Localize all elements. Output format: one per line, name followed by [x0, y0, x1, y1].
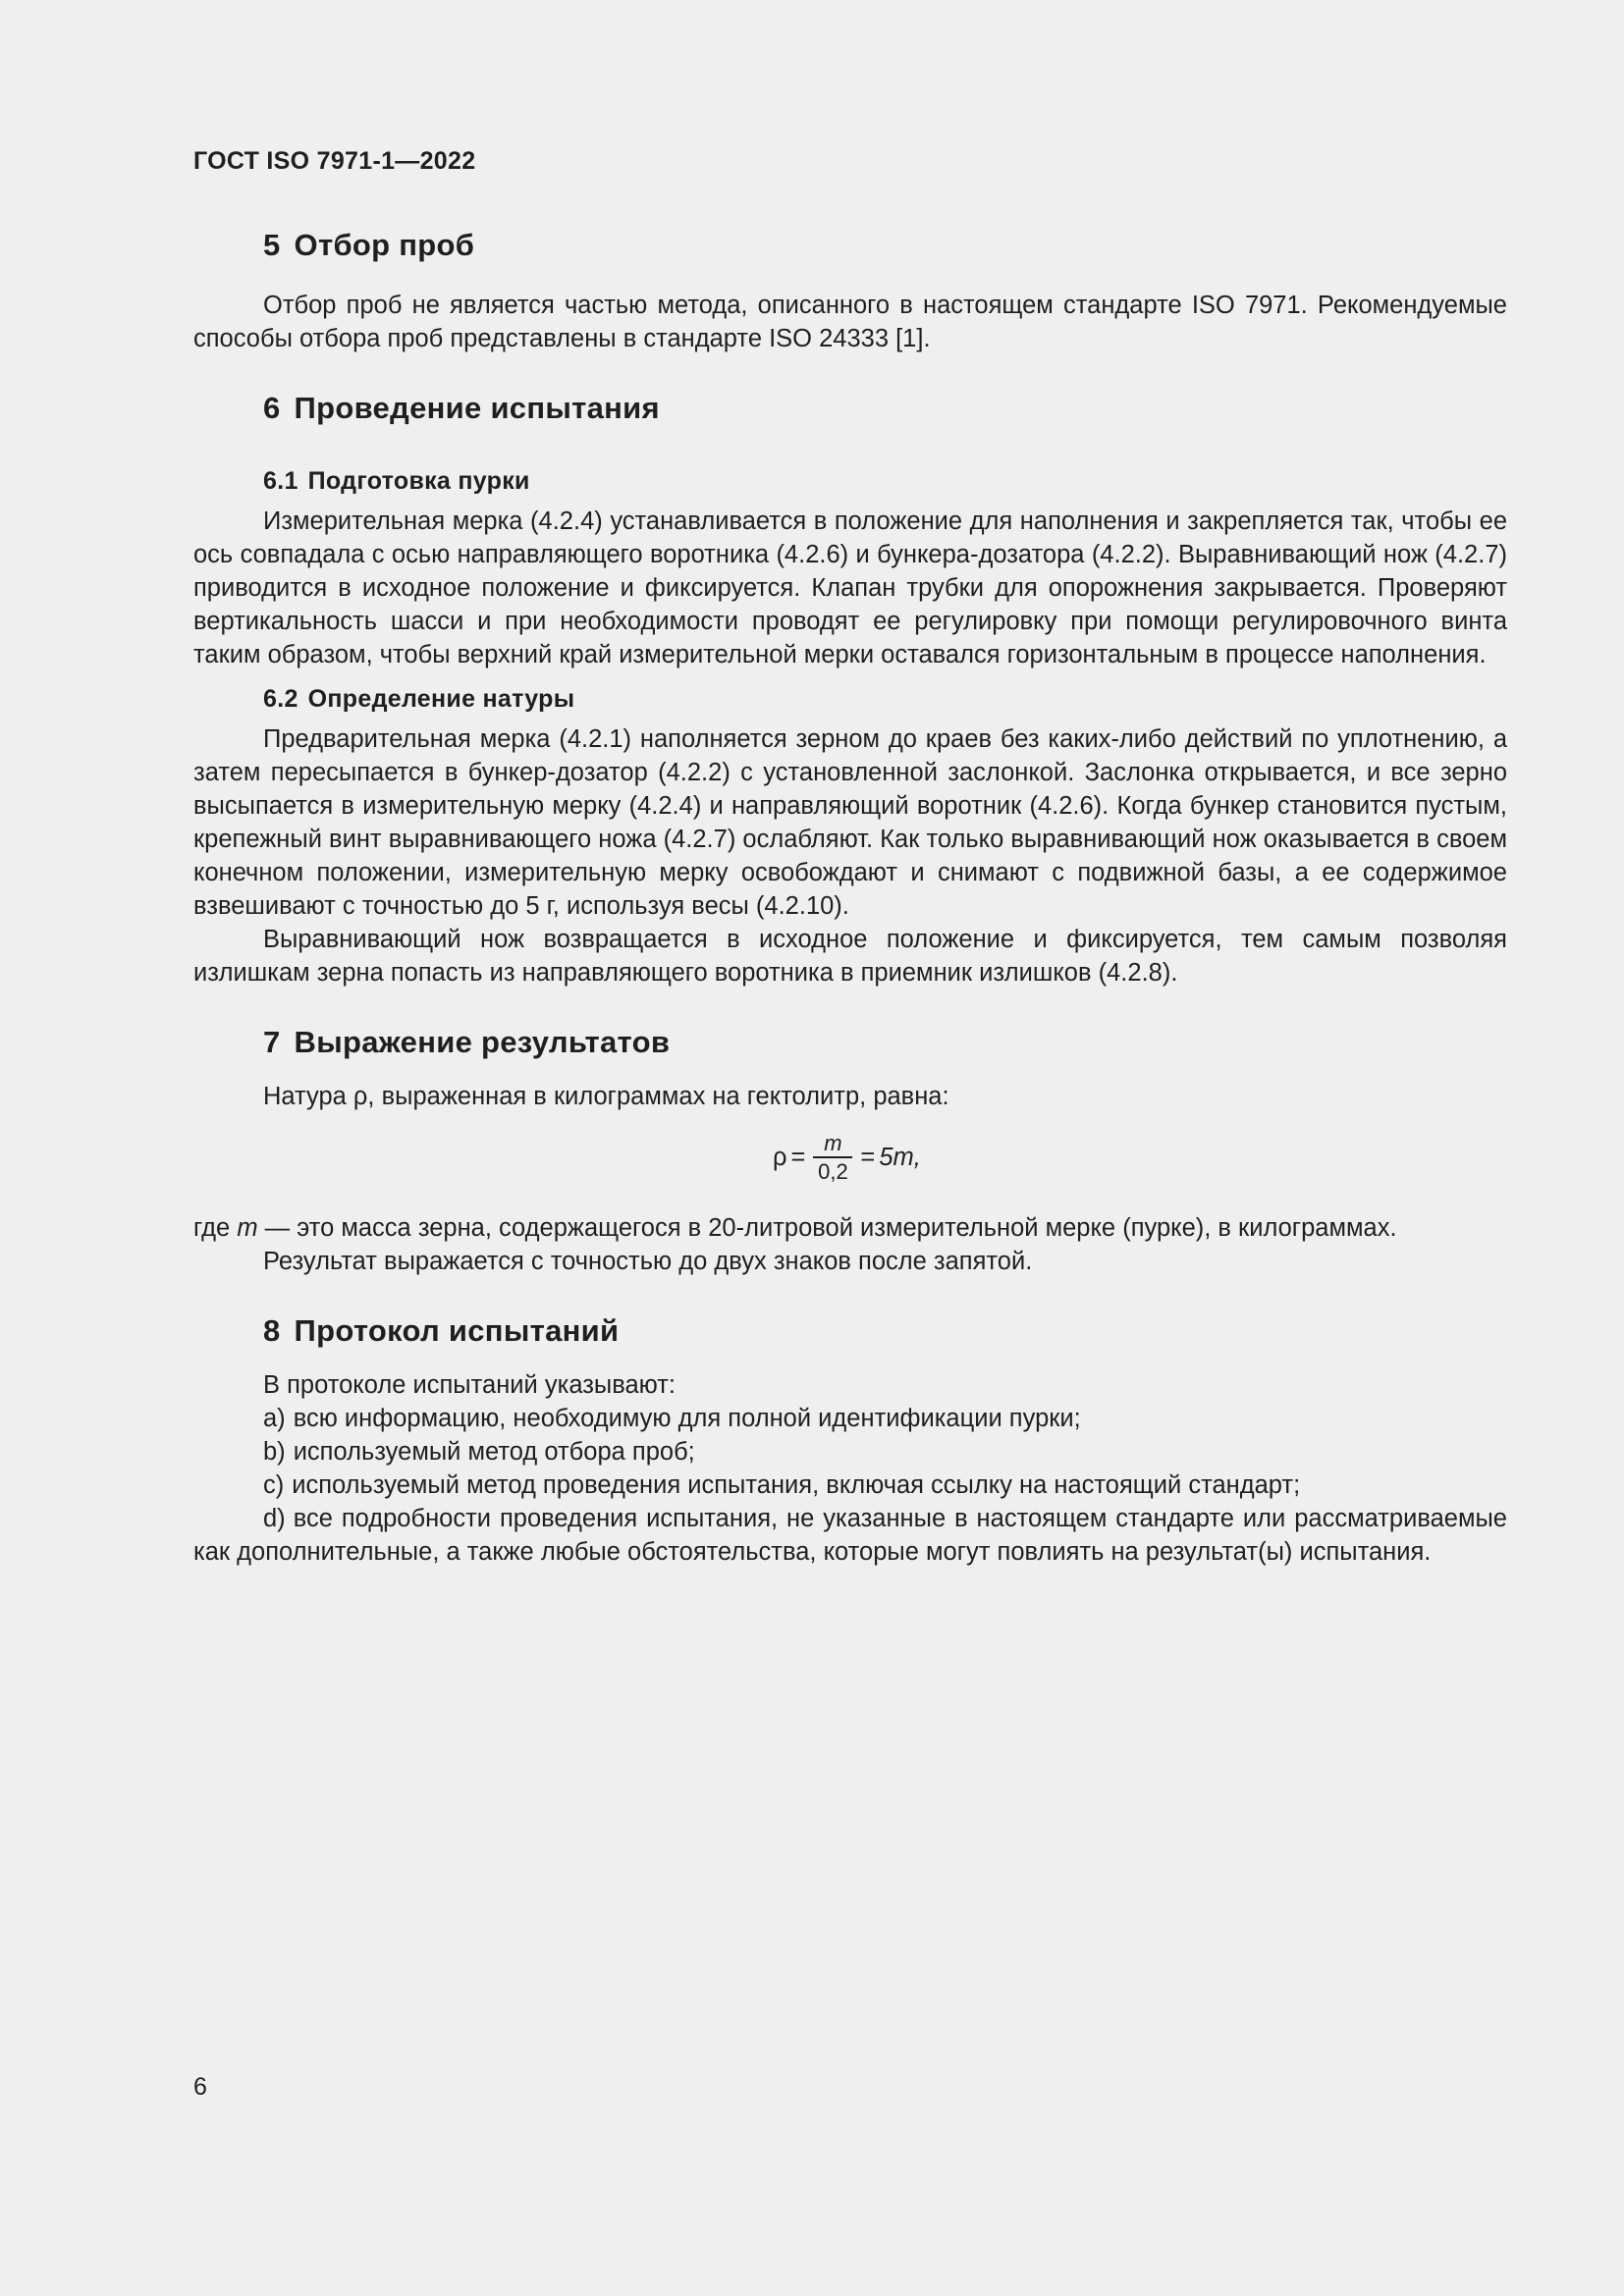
subsection-title: Подготовка пурки	[307, 467, 530, 495]
list-marker: b)	[263, 1438, 286, 1466]
section-7-intro: Натура ρ, выраженная в килограммах на гектолитр, равна:	[263, 1083, 949, 1110]
section-title: Отбор проб	[294, 228, 475, 262]
document-code: ГОСТ ISO 7971-1—2022	[193, 147, 476, 175]
page-number: 6	[193, 2073, 207, 2101]
list-text: всю информацию, необходимую для полной идентификации пурки;	[293, 1405, 1081, 1432]
list-item	[193, 1402, 1507, 1435]
formula-explanation	[193, 1211, 1507, 1245]
list-item	[193, 1502, 1507, 1569]
section-number: 5	[263, 228, 281, 262]
subsection-6-2-heading	[263, 679, 1507, 719]
section-7-heading	[263, 1019, 1507, 1066]
list-marker: d)	[263, 1505, 286, 1532]
density-formula	[193, 1123, 1507, 1196]
section-number: 8	[263, 1313, 281, 1348]
subsection-number: 6.2	[263, 685, 298, 713]
where-variable: m	[237, 1214, 258, 1242]
section-number: 6	[263, 391, 281, 425]
subsection-number: 6.1	[263, 467, 298, 495]
section-title: Протокол испытаний	[294, 1313, 620, 1348]
subsection-6-2-paragraph-1: Предварительная мерка (4.2.1) наполняется зерном до краев без каких-либо действий по уплотнению, а затем пересыпается в бункер-дозатор (4.2.2) с установленной заслонкой. Заслонка открывается, и все зерно высыпается в измерительную мерку (4.2.4) и направляющий воротник (4.2.6). Когда бункер становится пустым, крепежный винт выравнивающего ножа (4.2.7) ослабляют. Как только выравнивающий нож оказывается в своем конечном положении, измерительную мерку освобождают и снимают с подвижной базы, а ее содержимое взвешивают с точностью до 5 г, используя весы (4.2.10).	[193, 725, 1507, 920]
where-text: — это масса зерна, содержащегося в 20-литровой измерительной мерке (пурке), в килограммах.	[257, 1214, 1397, 1242]
list-marker: c)	[263, 1471, 285, 1499]
formula-numerator: m	[824, 1131, 842, 1155]
subsection-6-1-paragraph: Измерительная мерка (4.2.4) устанавливается в положение для наполнения и закрепляется так, чтобы ее ось совпадала с осью направляющего воротника (4.2.6) и бункера-дозатора (4.2.2). Выравнивающий нож (4.2.7) приводится в исходное положение и фиксируется. Клапан трубки для опорожнения закрывается. Проверяют вертикальность шасси и при необходимости проводят ее регулировку при помощи регулировочного винта таким образом, чтобы верхний край измерительной мерки оставался горизонтальным в процессе наполнения.	[193, 507, 1507, 668]
subsection-title: Определение натуры	[307, 685, 575, 713]
section-7-result-note: Результат выражается с точностью до двух знаков после запятой.	[263, 1248, 1033, 1275]
section-number: 7	[263, 1025, 281, 1059]
section-title: Проведение испытания	[294, 391, 660, 425]
formula-denominator: 0,2	[818, 1158, 848, 1184]
section-6-heading	[263, 385, 1507, 432]
list-item	[193, 1435, 1507, 1468]
section-title: Выражение результатов	[294, 1025, 671, 1059]
document-body	[193, 222, 1507, 1569]
formula-equals: =	[790, 1144, 806, 1172]
list-text: используемый метод отбора проб;	[293, 1438, 695, 1466]
list-text: все подробности проведения испытания, не указанные в настоящем стандарте или рассматриваемые как дополнительные, а также любые обстоятельства, которые могут повлиять на результат(ы) испытания.	[193, 1505, 1507, 1566]
list-text: используемый метод проведения испытания, включая ссылку на настоящий стандарт;	[292, 1471, 1301, 1499]
formula-equals-2: =	[860, 1144, 876, 1172]
section-5-paragraph: Отбор проб не является частью метода, описанного в настоящем стандарте ISO 7971. Рекомендуемые способы отбора проб представлены в стандарте ISO 24333 [1].	[193, 292, 1507, 352]
list-item	[193, 1468, 1507, 1502]
subsection-6-2-paragraph-2: Выравнивающий нож возвращается в исходное положение и фиксируется, тем самым позволяя излишкам зерна попасть из направляющего воротника в приемник излишков (4.2.8).	[193, 926, 1507, 987]
formula-fraction	[813, 1131, 852, 1186]
formula-rhs: 5m,	[879, 1144, 921, 1172]
section-8-intro: В протоколе испытаний указывают:	[263, 1371, 677, 1399]
section-8-heading	[263, 1308, 1507, 1355]
where-prefix: где	[193, 1214, 238, 1242]
formula-lhs: ρ	[773, 1144, 787, 1172]
section-5-heading	[263, 222, 1507, 269]
list-marker: a)	[263, 1405, 286, 1432]
subsection-6-1-heading	[263, 461, 1507, 501]
